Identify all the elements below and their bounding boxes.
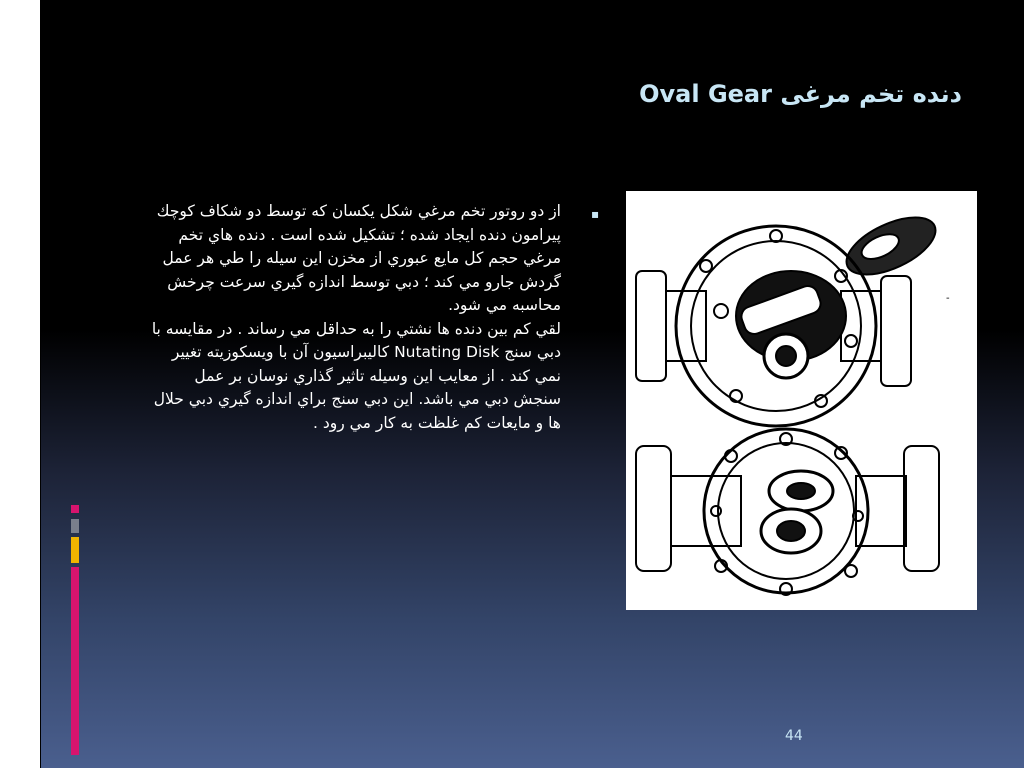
accent-red-block xyxy=(71,505,79,513)
decor-line xyxy=(41,0,43,120)
left-white-strip xyxy=(0,0,40,768)
paragraph-advantages: لقي كم بين دنده ها نشتي را به حداقل مي رساند . در مقايسه با دبي سنج Nutating Disk كاليبراسيون آن با ويسكوزيته تغيير نمي كند . از معايب اين وسيله تاثير گذاري نوسان بر عمل سنجش دبي مي باشد. اين دبي سنج براي اندازه گيري دبي حلال ها و مايعات كم غلظت به كار مي رود . xyxy=(151,319,561,432)
body-text xyxy=(151,200,561,435)
paragraph-description: از دو روتور تخم مرغي شكل يكسان كه توسط دو شكاف كوچك پيرامون دنده ايجاد شده ؛ تشكيل شده است . دنده هاي تخم مرغي حجم كل مايع عبوري از مخزن اين سيله را طي هر عمل گردش جارو مي كند ؛ دبي توسط اندازه گيري سرعت چرخش محاسبه مي شود. xyxy=(156,202,561,314)
page-number: 44 xyxy=(785,728,803,744)
slide-title: دنده تخم مرغی Oval Gear xyxy=(639,80,962,108)
accent-bar xyxy=(71,505,79,755)
bullet-marker: ▪ xyxy=(591,207,600,221)
decor-line xyxy=(45,0,46,120)
accent-yellow-block xyxy=(71,537,79,563)
oval-gear-meter-drawing xyxy=(626,191,977,610)
svg-text:-: - xyxy=(946,293,950,304)
rotor-sketch xyxy=(838,206,944,286)
oval-gear-figure xyxy=(626,191,977,610)
accent-red-bar xyxy=(71,567,79,755)
slide-canvas xyxy=(41,0,1024,768)
lower-meter-body xyxy=(636,429,939,595)
accent-gray-block xyxy=(71,519,79,533)
